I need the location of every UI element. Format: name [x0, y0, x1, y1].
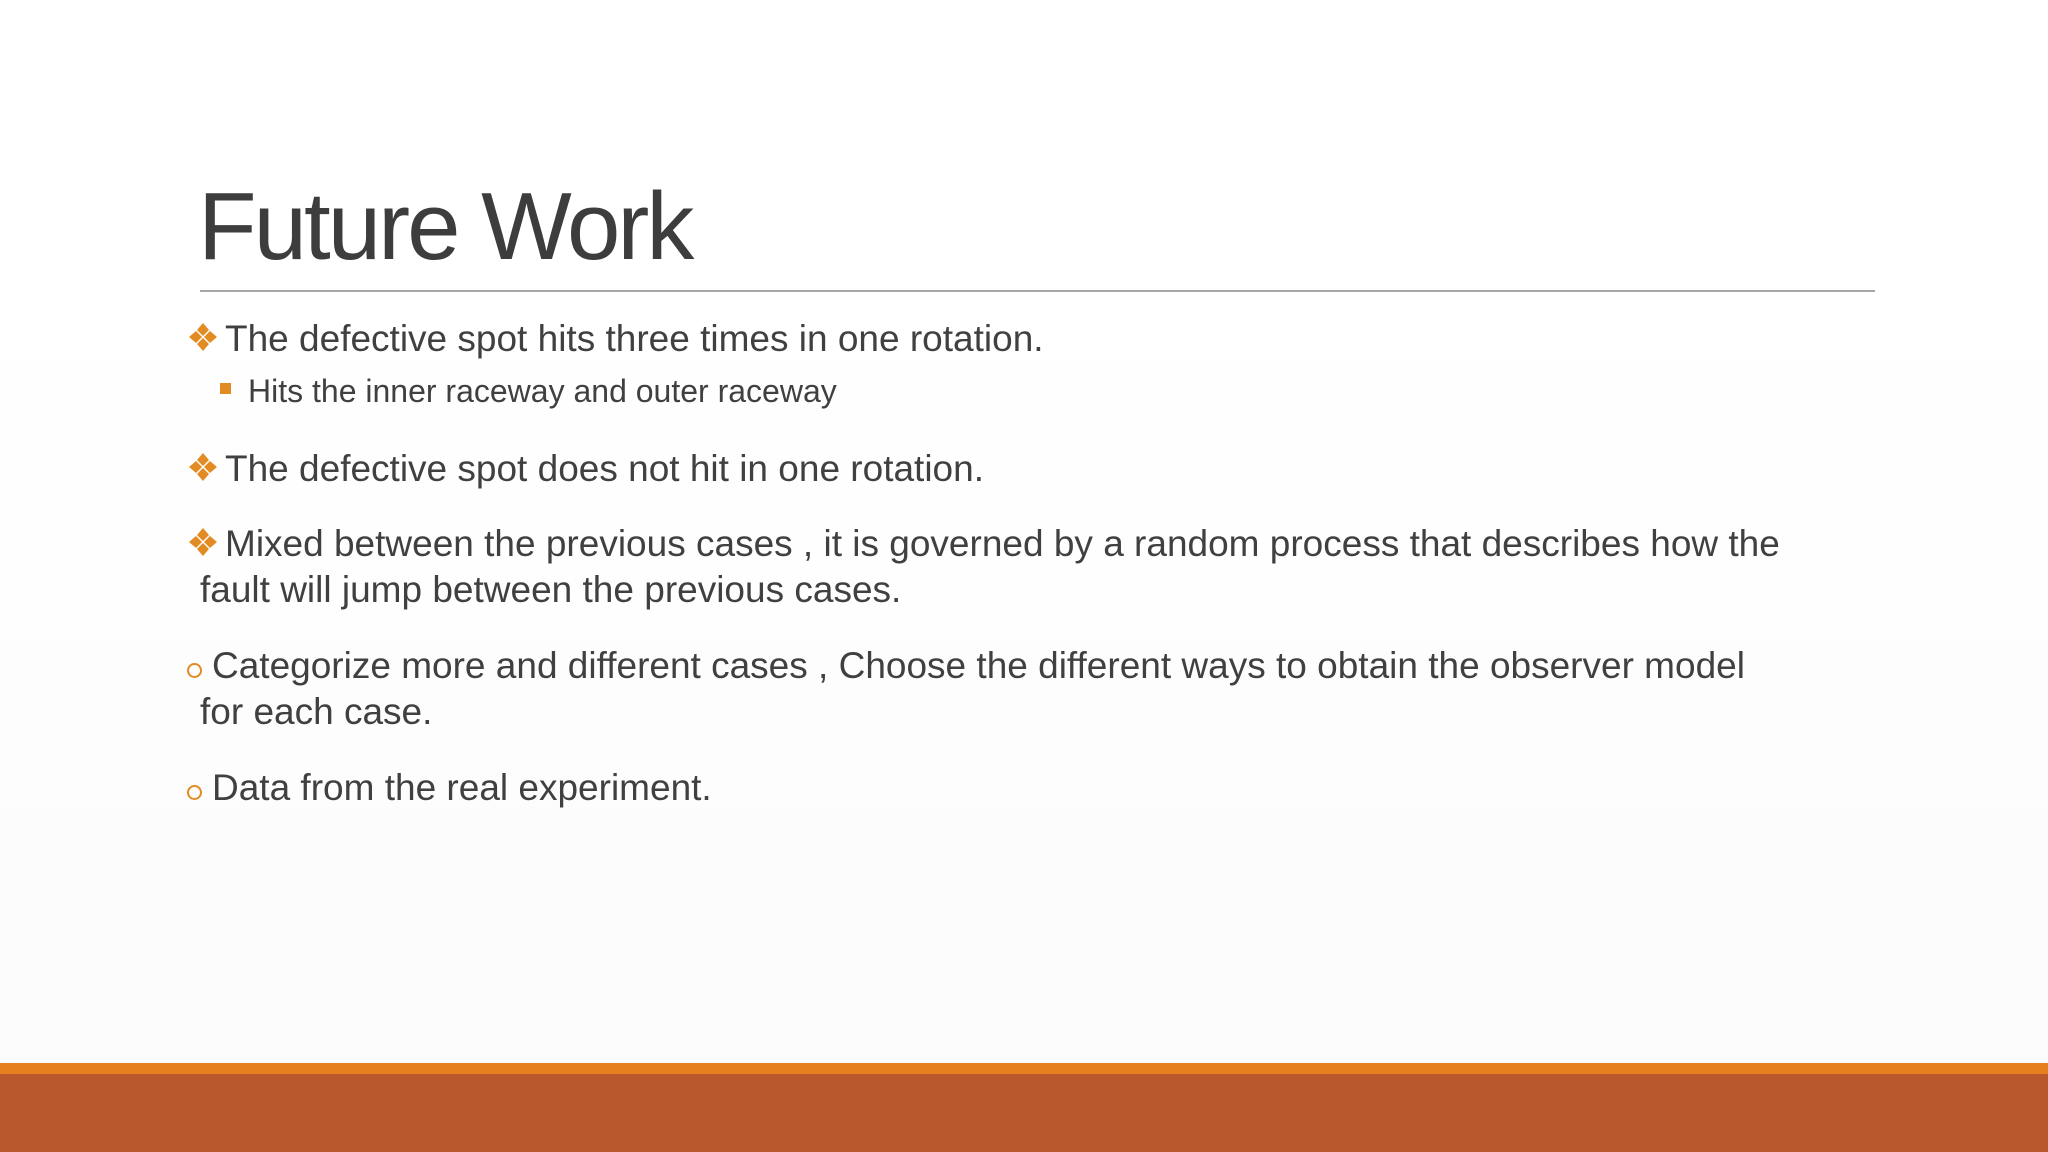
square-bullet-icon — [220, 383, 231, 394]
sub-bullet-item — [220, 371, 837, 411]
bullet-continuation: for each case. — [200, 691, 433, 732]
bullet-text: Mixed between the previous cases , it is governed by a random process that describes how the — [225, 523, 1780, 564]
circle-icon — [187, 663, 202, 678]
footer-bar — [0, 1074, 2048, 1152]
sub-bullet-text: Hits the inner raceway and outer raceway — [248, 373, 837, 409]
bullet-text: The defective spot hits three times in one rotation. — [225, 318, 1044, 359]
bullet-item — [187, 521, 1780, 567]
bullet-continuation: fault will jump between the previous cases. — [200, 569, 902, 610]
bullet-item — [187, 643, 1745, 689]
bullet-item — [187, 765, 712, 811]
bullet-item — [187, 446, 984, 492]
diamond-icon — [187, 523, 219, 555]
bullet-text: Data from the real experiment. — [212, 767, 712, 808]
title-divider — [200, 290, 1875, 292]
diamond-icon — [187, 318, 219, 350]
circle-icon — [187, 785, 202, 800]
bullet-text: The defective spot does not hit in one rotation. — [225, 448, 984, 489]
bullet-text: Categorize more and different cases , Choose the different ways to obtain the observer model — [212, 645, 1745, 686]
diamond-icon — [187, 448, 219, 480]
bullet-item — [187, 316, 1044, 362]
footer-accent-stripe — [0, 1063, 2048, 1074]
slide-title: Future Work — [198, 173, 692, 280]
